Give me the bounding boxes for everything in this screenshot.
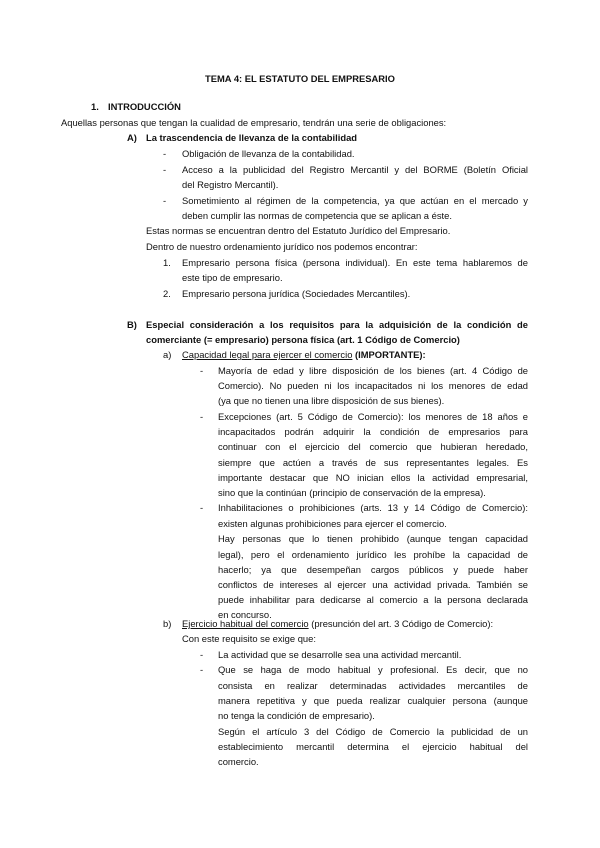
subsection-a-marker: A)	[127, 132, 137, 143]
list-item-text: Mayoría de edad y libre disposición de los bienes (art. 4 Código de	[218, 365, 528, 376]
list-item-text: sino que la continúan (principio de conservación de la empresa).	[218, 487, 486, 498]
sub-marker: a)	[163, 349, 172, 360]
subsection-a-heading: La trascendencia de llevanza de la contabilidad	[146, 132, 358, 143]
list-item-text: Empresario persona jurídica (Sociedades Mercantiles).	[182, 288, 411, 299]
list-item-text: deben cumplir las normas de competencia que se aplican a éste.	[182, 210, 452, 221]
list-dash: -	[163, 148, 167, 159]
sub-heading-label: Ejercicio habitual del comercio	[182, 618, 309, 629]
section-number: 1.	[91, 101, 99, 112]
list-item-text: manera repetitiva y que pueda realizar cualquier persona (aunque	[218, 695, 528, 706]
paragraph-line: Hay personas que lo tienen prohibido (aunque tengan capacidad	[218, 533, 528, 544]
paragraph-line: comercio.	[218, 756, 259, 767]
list-item-text: Acceso a la publicidad del Registro Mercantil y del BORME (Boletín Oficial	[182, 164, 528, 175]
sub-heading	[182, 617, 493, 632]
list-item-text: Inhabilitaciones o prohibiciones (arts. 13 y 14 Código de Comercio):	[218, 502, 528, 513]
list-item-text: La actividad que se desarrolle sea una actividad mercantil.	[218, 649, 462, 660]
list-item-text: siempre que actúen a través de sus representantes legales. Es	[218, 457, 528, 468]
list-item-text: Comercio). No pueden ni los incapacitados ni los menores de edad	[218, 380, 528, 391]
list-dash: -	[163, 195, 167, 206]
sub-marker: b)	[163, 618, 172, 629]
paragraph-line: puede inhabilitar para dedicarse al comercio a la persona declarada	[218, 594, 528, 605]
paragraph: Con este requisito se exige que:	[182, 633, 316, 644]
sub-heading-note: (presunción del art. 3 Código de Comercio):	[311, 618, 494, 629]
list-dash: -	[200, 664, 204, 675]
list-item-text: Que se haga de modo habitual y profesional. Es decir, que no	[218, 664, 528, 675]
list-dash: -	[200, 365, 204, 376]
paragraph-line: hacerlo; ya que desempeñan cargos públicos y puede haber	[218, 564, 528, 575]
list-item-text: (ya que no tienen una libre disposición de sus bienes).	[218, 395, 445, 406]
section-heading: INTRODUCCIÓN	[108, 101, 181, 112]
paragraph-line: conflictos de intereses al ejercer una actividad privada. También se	[218, 579, 528, 590]
list-dash: -	[200, 649, 204, 660]
list-number: 2.	[163, 288, 171, 299]
list-dash: -	[200, 411, 204, 422]
paragraph-line: establecimiento mercantil determina el ejercicio habitual del	[218, 741, 528, 752]
page-title: TEMA 4: EL ESTATUTO DEL EMPRESARIO	[205, 73, 395, 84]
list-item-text: Empresario persona física (persona individual). En este tema hablaremos de	[182, 257, 528, 268]
paragraph: Dentro de nuestro ordenamiento jurídico nos podemos encontrar:	[146, 241, 418, 252]
list-number: 1.	[163, 257, 171, 268]
list-item-text: consista en realizar determinadas actividades mercantiles de	[218, 680, 528, 691]
list-item-text: Obligación de llevanza de la contabilidad.	[182, 148, 355, 159]
list-dash: -	[200, 502, 204, 513]
paragraph-line: en concurso.	[218, 609, 272, 620]
sub-heading-label: Capacidad legal para ejercer el comercio	[182, 349, 353, 360]
intro-paragraph: Aquellas personas que tengan la cualidad de empresario, tendrán una serie de obligaciones:	[61, 117, 447, 128]
sub-heading	[182, 348, 426, 363]
paragraph: Estas normas se encuentran dentro del Estatuto Jurídico del Empresario.	[146, 225, 451, 236]
list-dash: -	[163, 164, 167, 175]
list-item-text: no tenga la condición de empresario).	[218, 710, 375, 721]
paragraph-line: Según el artículo 3 del Código de Comercio la publicidad de un	[218, 726, 528, 737]
list-item-text: este tipo de empresario.	[182, 272, 283, 283]
list-item-text: del Registro Mercantil).	[182, 179, 279, 190]
paragraph-line: legal), pero el ordenamiento jurídico les prohíbe la capacidad de	[218, 549, 528, 560]
list-item-text: incapacitados podrán adquirir la condición de empresarios para	[218, 426, 528, 437]
list-item-text: importante destacar que NO inician ellos la actividad empresarial,	[218, 472, 528, 483]
list-item-text: continuar con el ejercicio del comercio que hubieran heredado,	[218, 441, 528, 452]
list-item-text: existen algunas prohibiciones para ejercer el comercio.	[218, 518, 447, 529]
list-item-text: Excepciones (art. 5 Código de Comercio): los menores de 18 años e	[218, 411, 528, 422]
subsection-b-marker: B)	[127, 319, 137, 330]
list-item-text: Sometimiento al régimen de la competencia, ya que actúan en el mercado y	[182, 195, 528, 206]
sub-heading-note: (IMPORTANTE):	[355, 349, 426, 360]
subsection-b-heading: Especial consideración a los requisitos para la adquisición de la condición de	[146, 319, 528, 330]
subsection-b-heading: comerciante (= empresario) persona física (art. 1 Código de Comercio)	[146, 334, 460, 345]
